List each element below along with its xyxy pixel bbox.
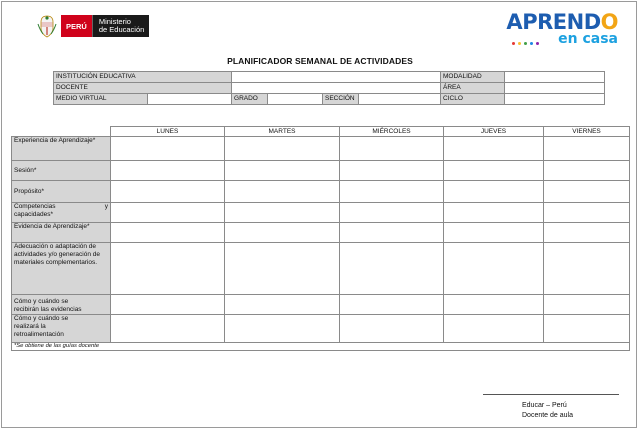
ministry-label: Ministerio de Educación (92, 15, 149, 37)
aprendo-wordmark: APRENDO (506, 10, 618, 34)
table-row (12, 295, 630, 315)
cell[interactable] (111, 315, 225, 343)
planner-table (11, 126, 630, 351)
cell[interactable] (340, 161, 444, 181)
cell[interactable] (111, 223, 225, 243)
day-header: MARTES (225, 127, 340, 137)
cell[interactable] (225, 223, 340, 243)
coat-of-arms-icon (37, 14, 57, 38)
cell[interactable] (225, 181, 340, 203)
cell[interactable] (544, 295, 630, 315)
docente-label: DOCENTE (54, 83, 232, 94)
minedu-logo (37, 14, 149, 38)
signature-org: Educar – Perú (522, 402, 567, 409)
footnote: *Se obtiene de las guías docente (12, 343, 630, 351)
sesion-label: Sesión* (12, 161, 111, 181)
como-evidencias-label: Cómo y cuándo se recibirán las evidencias (12, 295, 111, 315)
cell[interactable] (444, 137, 544, 161)
institucion-field[interactable] (232, 72, 441, 83)
document-title: PLANIFICADOR SEMANAL DE ACTIVIDADES (227, 56, 413, 66)
cell[interactable] (111, 161, 225, 181)
table-row (12, 203, 630, 223)
cell[interactable] (444, 161, 544, 181)
corner-cell (12, 127, 111, 137)
signature-role: Docente de aula (522, 412, 573, 419)
cell[interactable] (444, 243, 544, 295)
grado-label: GRADO (232, 94, 268, 105)
peru-label: PERÚ (61, 15, 92, 37)
evidencia-label: Evidencia de Aprendizaje* (12, 223, 111, 243)
cell[interactable] (111, 243, 225, 295)
day-header-row (12, 127, 630, 137)
cell[interactable] (340, 137, 444, 161)
ciclo-field[interactable] (505, 94, 605, 105)
seccion-field[interactable] (359, 94, 441, 105)
area-label: ÁREA (441, 83, 505, 94)
ciclo-label: CICLO (441, 94, 505, 105)
cell[interactable] (444, 203, 544, 223)
cell[interactable] (544, 181, 630, 203)
cell[interactable] (225, 295, 340, 315)
experiencia-label: Experiencia de Aprendizaje* (12, 137, 111, 161)
cell[interactable] (111, 295, 225, 315)
day-header: VIERNES (544, 127, 630, 137)
day-header: LUNES (111, 127, 225, 137)
note-row (12, 343, 630, 351)
table-row (12, 243, 630, 295)
cell[interactable] (340, 295, 444, 315)
cell[interactable] (444, 315, 544, 343)
competencias-label: Competencias y capacidades* (12, 203, 111, 223)
cell[interactable] (340, 203, 444, 223)
cell[interactable] (544, 137, 630, 161)
cell[interactable] (225, 137, 340, 161)
cell[interactable] (111, 203, 225, 223)
cell[interactable] (544, 223, 630, 243)
cell[interactable] (340, 243, 444, 295)
proposito-label: Propósito* (12, 181, 111, 203)
day-header: MIÉRCOLES (340, 127, 444, 137)
cell[interactable] (544, 315, 630, 343)
cell[interactable] (225, 161, 340, 181)
medio-label: MEDIO VIRTUAL (54, 94, 148, 105)
aprendo-en-casa-logo (506, 12, 618, 46)
table-row (12, 315, 630, 343)
en-casa-wordmark: en casa (558, 31, 618, 47)
modalidad-label: MODALIDAD (441, 72, 505, 83)
cell[interactable] (544, 203, 630, 223)
cell[interactable] (225, 203, 340, 223)
adecuacion-label: Adecuación o adaptación de actividades y/o generación de materiales complementarios. (12, 243, 111, 295)
cell[interactable] (340, 223, 444, 243)
info-table (53, 71, 605, 105)
cell[interactable] (340, 315, 444, 343)
institucion-label: INSTITUCIÓN EDUCATIVA (54, 72, 232, 83)
cell[interactable] (111, 181, 225, 203)
area-field[interactable] (505, 83, 605, 94)
grado-field[interactable] (268, 94, 323, 105)
cell[interactable] (444, 181, 544, 203)
color-dots-icon (512, 42, 539, 45)
cell[interactable] (444, 223, 544, 243)
day-header: JUEVES (444, 127, 544, 137)
cell[interactable] (340, 181, 444, 203)
table-row (12, 161, 630, 181)
cell[interactable] (544, 243, 630, 295)
modalidad-field[interactable] (505, 72, 605, 83)
cell[interactable] (544, 161, 630, 181)
table-row (12, 137, 630, 161)
signature-line (483, 394, 619, 395)
docente-field[interactable] (232, 83, 441, 94)
table-row (12, 223, 630, 243)
cell[interactable] (444, 295, 544, 315)
cell[interactable] (111, 137, 225, 161)
cell[interactable] (225, 315, 340, 343)
cell[interactable] (225, 243, 340, 295)
seccion-label: SECCIÓN (323, 94, 359, 105)
medio-field[interactable] (148, 94, 232, 105)
table-row (12, 181, 630, 203)
como-retro-label: Cómo y cuándo se realizará la retroalimentación (12, 315, 111, 343)
